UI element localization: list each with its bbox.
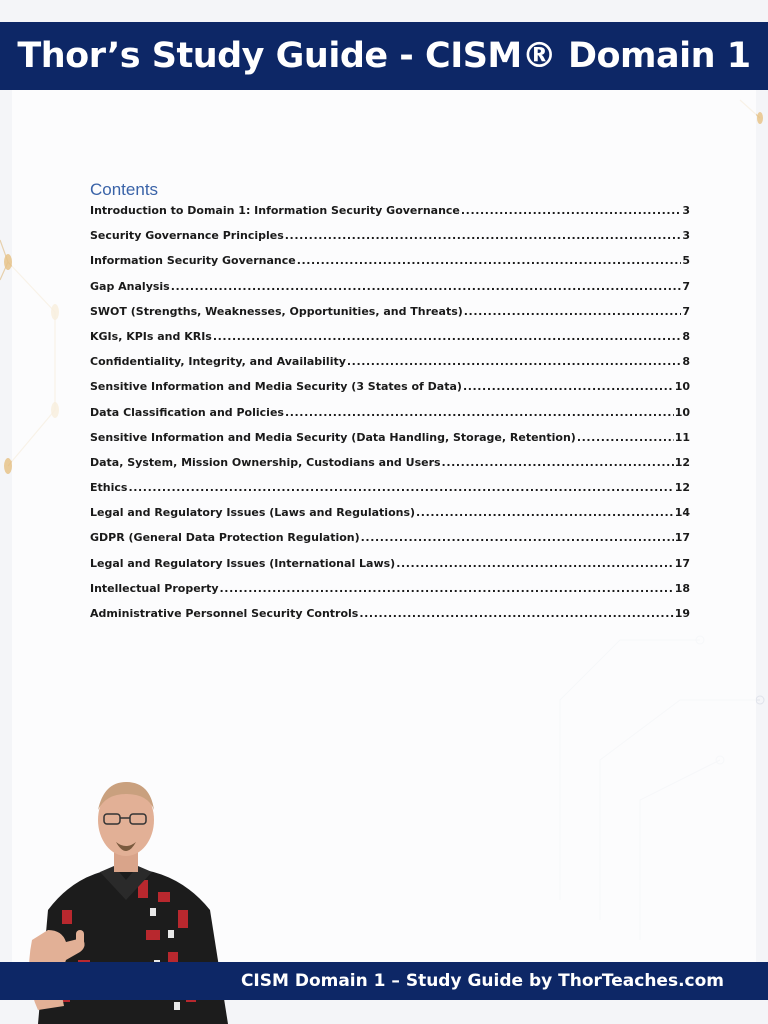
toc-leader-dots: [285, 406, 674, 419]
toc-entry-title: Data, System, Mission Ownership, Custodians and Users: [90, 455, 441, 469]
toc-entry-title: GDPR (General Data Protection Regulation): [90, 531, 360, 545]
toc-entry[interactable]: [90, 431, 690, 456]
toc-entry[interactable]: [90, 481, 690, 506]
toc-entry-page: 18: [674, 581, 690, 595]
toc-entry-title: Legal and Regulatory Issues (Laws and Regulations): [90, 506, 416, 520]
toc-entry-page: 3: [682, 229, 690, 243]
toc-leader-dots: [461, 204, 681, 217]
toc-leader-dots: [463, 380, 674, 393]
toc-entry-page: 5: [682, 254, 690, 268]
toc-leader-dots: [285, 229, 682, 242]
toc-leader-dots: [416, 506, 674, 519]
toc-entry-title: SWOT (Strengths, Weaknesses, Opportunities, and Threats): [90, 304, 463, 318]
toc-leader-dots: [347, 355, 681, 368]
toc-list: [90, 204, 690, 632]
toc-entry-page: 14: [674, 506, 690, 520]
toc-entry-page: 17: [674, 531, 690, 545]
toc-entry[interactable]: [90, 582, 690, 607]
toc-entry[interactable]: [90, 254, 690, 279]
toc-entry-page: 17: [674, 556, 690, 570]
toc-entry[interactable]: [90, 406, 690, 431]
toc-entry-title: Data Classification and Policies: [90, 405, 284, 419]
toc-entry-title: KGIs, KPIs and KRIs: [90, 329, 212, 343]
toc-entry-page: 19: [674, 607, 690, 620]
toc-entry-title: Information Security Governance: [90, 254, 296, 268]
toc-entry-page: 8: [682, 329, 690, 343]
toc-entry[interactable]: [90, 229, 690, 254]
toc-entry[interactable]: [90, 355, 690, 380]
toc-leader-dots: [359, 607, 673, 620]
toc-entry[interactable]: [90, 557, 690, 582]
toc-entry-title: Legal and Regulatory Issues (International Laws): [90, 556, 396, 570]
toc-entry[interactable]: [90, 531, 690, 556]
toc-entry-page: 7: [682, 304, 690, 318]
document-title: Thor’s Study Guide - CISM® Domain 1: [17, 36, 751, 76]
toc-entry-title: Administrative Personnel Security Controls: [90, 607, 359, 620]
toc-leader-dots: [171, 280, 682, 293]
toc-entry[interactable]: [90, 330, 690, 355]
toc-entry[interactable]: [90, 456, 690, 481]
toc-entry-page: 11: [674, 430, 690, 444]
toc-entry-title: Security Governance Principles: [90, 229, 284, 243]
toc-entry-page: 10: [674, 380, 690, 394]
toc-entry-page: 3: [682, 204, 690, 217]
toc-entry-page: 12: [674, 455, 690, 469]
toc-entry[interactable]: [90, 280, 690, 305]
toc-leader-dots: [577, 431, 674, 444]
footer-banner: [0, 962, 768, 1000]
footer-text: CISM Domain 1 – Study Guide by ThorTeaches.com: [240, 971, 724, 991]
toc-entry-page: 7: [682, 279, 690, 293]
toc-leader-dots: [396, 557, 673, 570]
toc-entry-page: 10: [674, 405, 690, 419]
table-of-contents: [90, 180, 690, 632]
toc-entry-title: Sensitive Information and Media Security (Data Handling, Storage, Retention): [90, 430, 576, 444]
toc-entry[interactable]: [90, 305, 690, 330]
toc-entry-title: Introduction to Domain 1: Information Security Governance: [90, 204, 460, 217]
toc-entry-title: Gap Analysis: [90, 279, 170, 293]
toc-leader-dots: [361, 531, 674, 544]
toc-entry-page: 8: [682, 355, 690, 369]
toc-leader-dots: [464, 305, 682, 318]
toc-leader-dots: [220, 582, 674, 595]
toc-entry-title: Sensitive Information and Media Security (3 States of Data): [90, 380, 462, 394]
contents-heading: Contents: [90, 180, 159, 199]
toc-entry[interactable]: [90, 204, 690, 229]
toc-leader-dots: [213, 330, 681, 343]
toc-entry-title: Intellectual Property: [90, 581, 219, 595]
toc-entry-title: Confidentiality, Integrity, and Availability: [90, 355, 346, 369]
toc-entry[interactable]: [90, 380, 690, 405]
toc-leader-dots: [128, 481, 673, 494]
toc-leader-dots: [297, 254, 682, 267]
toc-leader-dots: [442, 456, 674, 469]
toc-entry-page: 12: [674, 481, 690, 495]
header-banner: [0, 22, 768, 90]
toc-entry[interactable]: [90, 506, 690, 531]
toc-entry[interactable]: [90, 607, 690, 632]
toc-entry-title: Ethics: [90, 481, 128, 495]
